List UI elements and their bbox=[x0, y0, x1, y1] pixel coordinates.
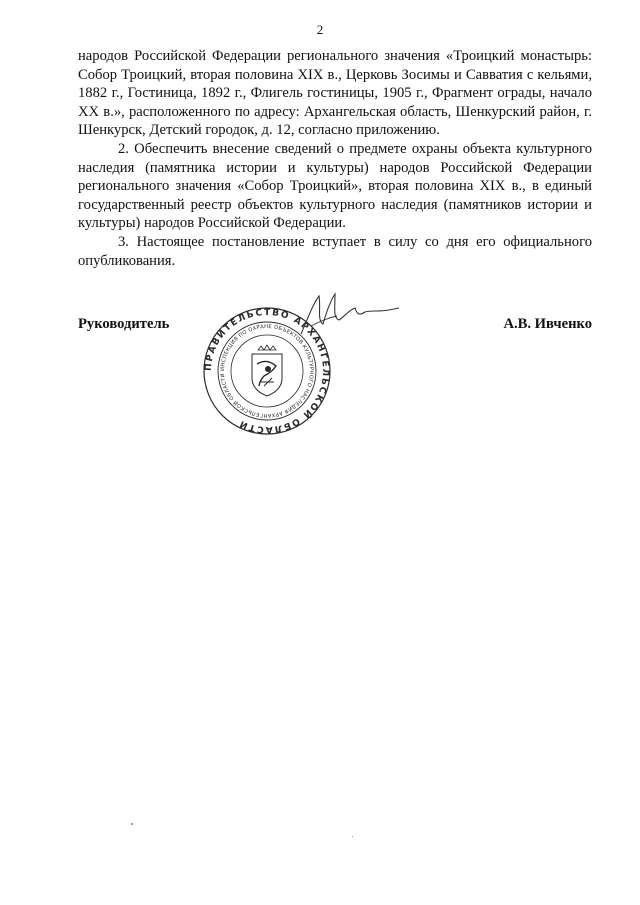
signature-block bbox=[78, 306, 592, 436]
paragraph-continuation: народов Российской Федерации регионального значения «Троицкий монастырь: Собор Троицкий, вторая половина XIX в., Церковь Зосимы и Савватия с кельями, 1882 г., Гостиница, 1892 г., Флигель гостиницы, 1905 г., Фрагмент ограды, начало XX в.», расположенного по адресу: Архангельская область, Шенкурский район, г. Шенкурск, Детский городок, д. 12, согласно приложению. bbox=[78, 48, 592, 139]
scan-speck bbox=[352, 836, 353, 837]
page-number: 2 bbox=[316, 22, 324, 37]
signer-name: А.В. Ивченко bbox=[503, 316, 592, 332]
paragraph-item-2: 2. Обеспечить внесение сведений о предмете охраны объекта культурного наследия (памятника истории и культуры) народов Российской Федерации регионального значения «Собор Троицкий», вторая половина XIX в., в единый государственный реестр объектов культурного наследия (памятников истории и культуры) народов Российской Федерации. bbox=[78, 140, 592, 232]
signer-position: Руководитель bbox=[78, 316, 170, 332]
document-body bbox=[78, 47, 592, 270]
seal-inner-text: ИНСПЕКЦИЯ ПО ОХРАНЕ ОБЪЕКТОВ КУЛЬТУРНОГО НАСЛЕДИЯ АРХАНГЕЛЬСКОЙ ОБЛАСТИ bbox=[219, 323, 315, 419]
seal-outer-text: ПРАВИТЕЛЬСТВО АРХАНГЕЛЬСКОЙ ОБЛАСТИ bbox=[203, 307, 331, 435]
paragraph-item-3: 3. Настоящее постановление вступает в силу со дня его официального опубликования. bbox=[78, 233, 592, 269]
handwritten-signature bbox=[293, 290, 403, 340]
scan-speck bbox=[131, 823, 133, 825]
coat-of-arms-icon bbox=[252, 345, 282, 396]
